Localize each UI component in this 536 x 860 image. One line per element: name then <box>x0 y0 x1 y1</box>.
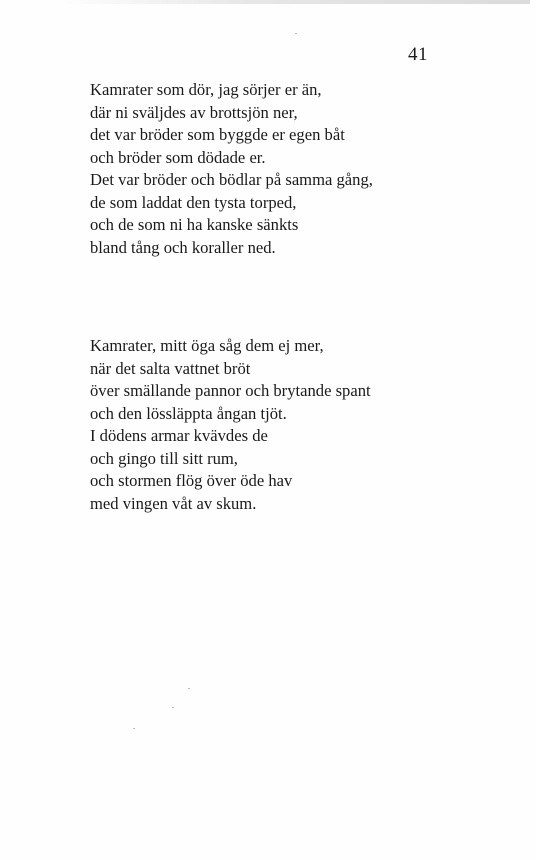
top-edge-shadow <box>60 0 530 4</box>
poem-line: och bröder som dödade er. <box>90 147 266 167</box>
page-number: 41 <box>408 44 428 65</box>
poem-line: med vingen våt av skum. <box>90 493 257 513</box>
poem-line: över smällande pannor och brytande spant <box>90 381 371 400</box>
stanza-2 <box>90 335 371 515</box>
poem-line: bland tång och koraller ned. <box>90 237 276 257</box>
poem-line: och gingo till sitt rum, <box>90 448 238 468</box>
paper-speck <box>172 707 174 708</box>
poem-line: Det var bröder och bödlar på samma gång, <box>90 170 373 189</box>
paper-speck <box>295 33 297 34</box>
poem-line: där ni sväljdes av brottsjön ner, <box>90 102 298 122</box>
poem-line: och den lössläppta ångan tjöt. <box>90 403 287 423</box>
poem-line: det var bröder som byggde er egen båt <box>90 125 345 144</box>
paper-speck <box>188 688 190 689</box>
poem-line: Kamrater, mitt öga såg dem ej mer, <box>90 336 324 355</box>
poem-line: Kamrater som dör, jag sörjer er än, <box>90 80 322 99</box>
poem-line: de som laddat den tysta torped, <box>90 192 297 212</box>
poem-line: och stormen flög över öde hav <box>90 471 293 490</box>
poem-line: när det salta vattnet bröt <box>90 358 251 378</box>
paper-speck <box>133 728 135 729</box>
stanza-1 <box>90 79 373 259</box>
poem-line: och de som ni ha kanske sänkts <box>90 215 299 234</box>
poem-line: I dödens armar kvävdes de <box>90 426 268 445</box>
